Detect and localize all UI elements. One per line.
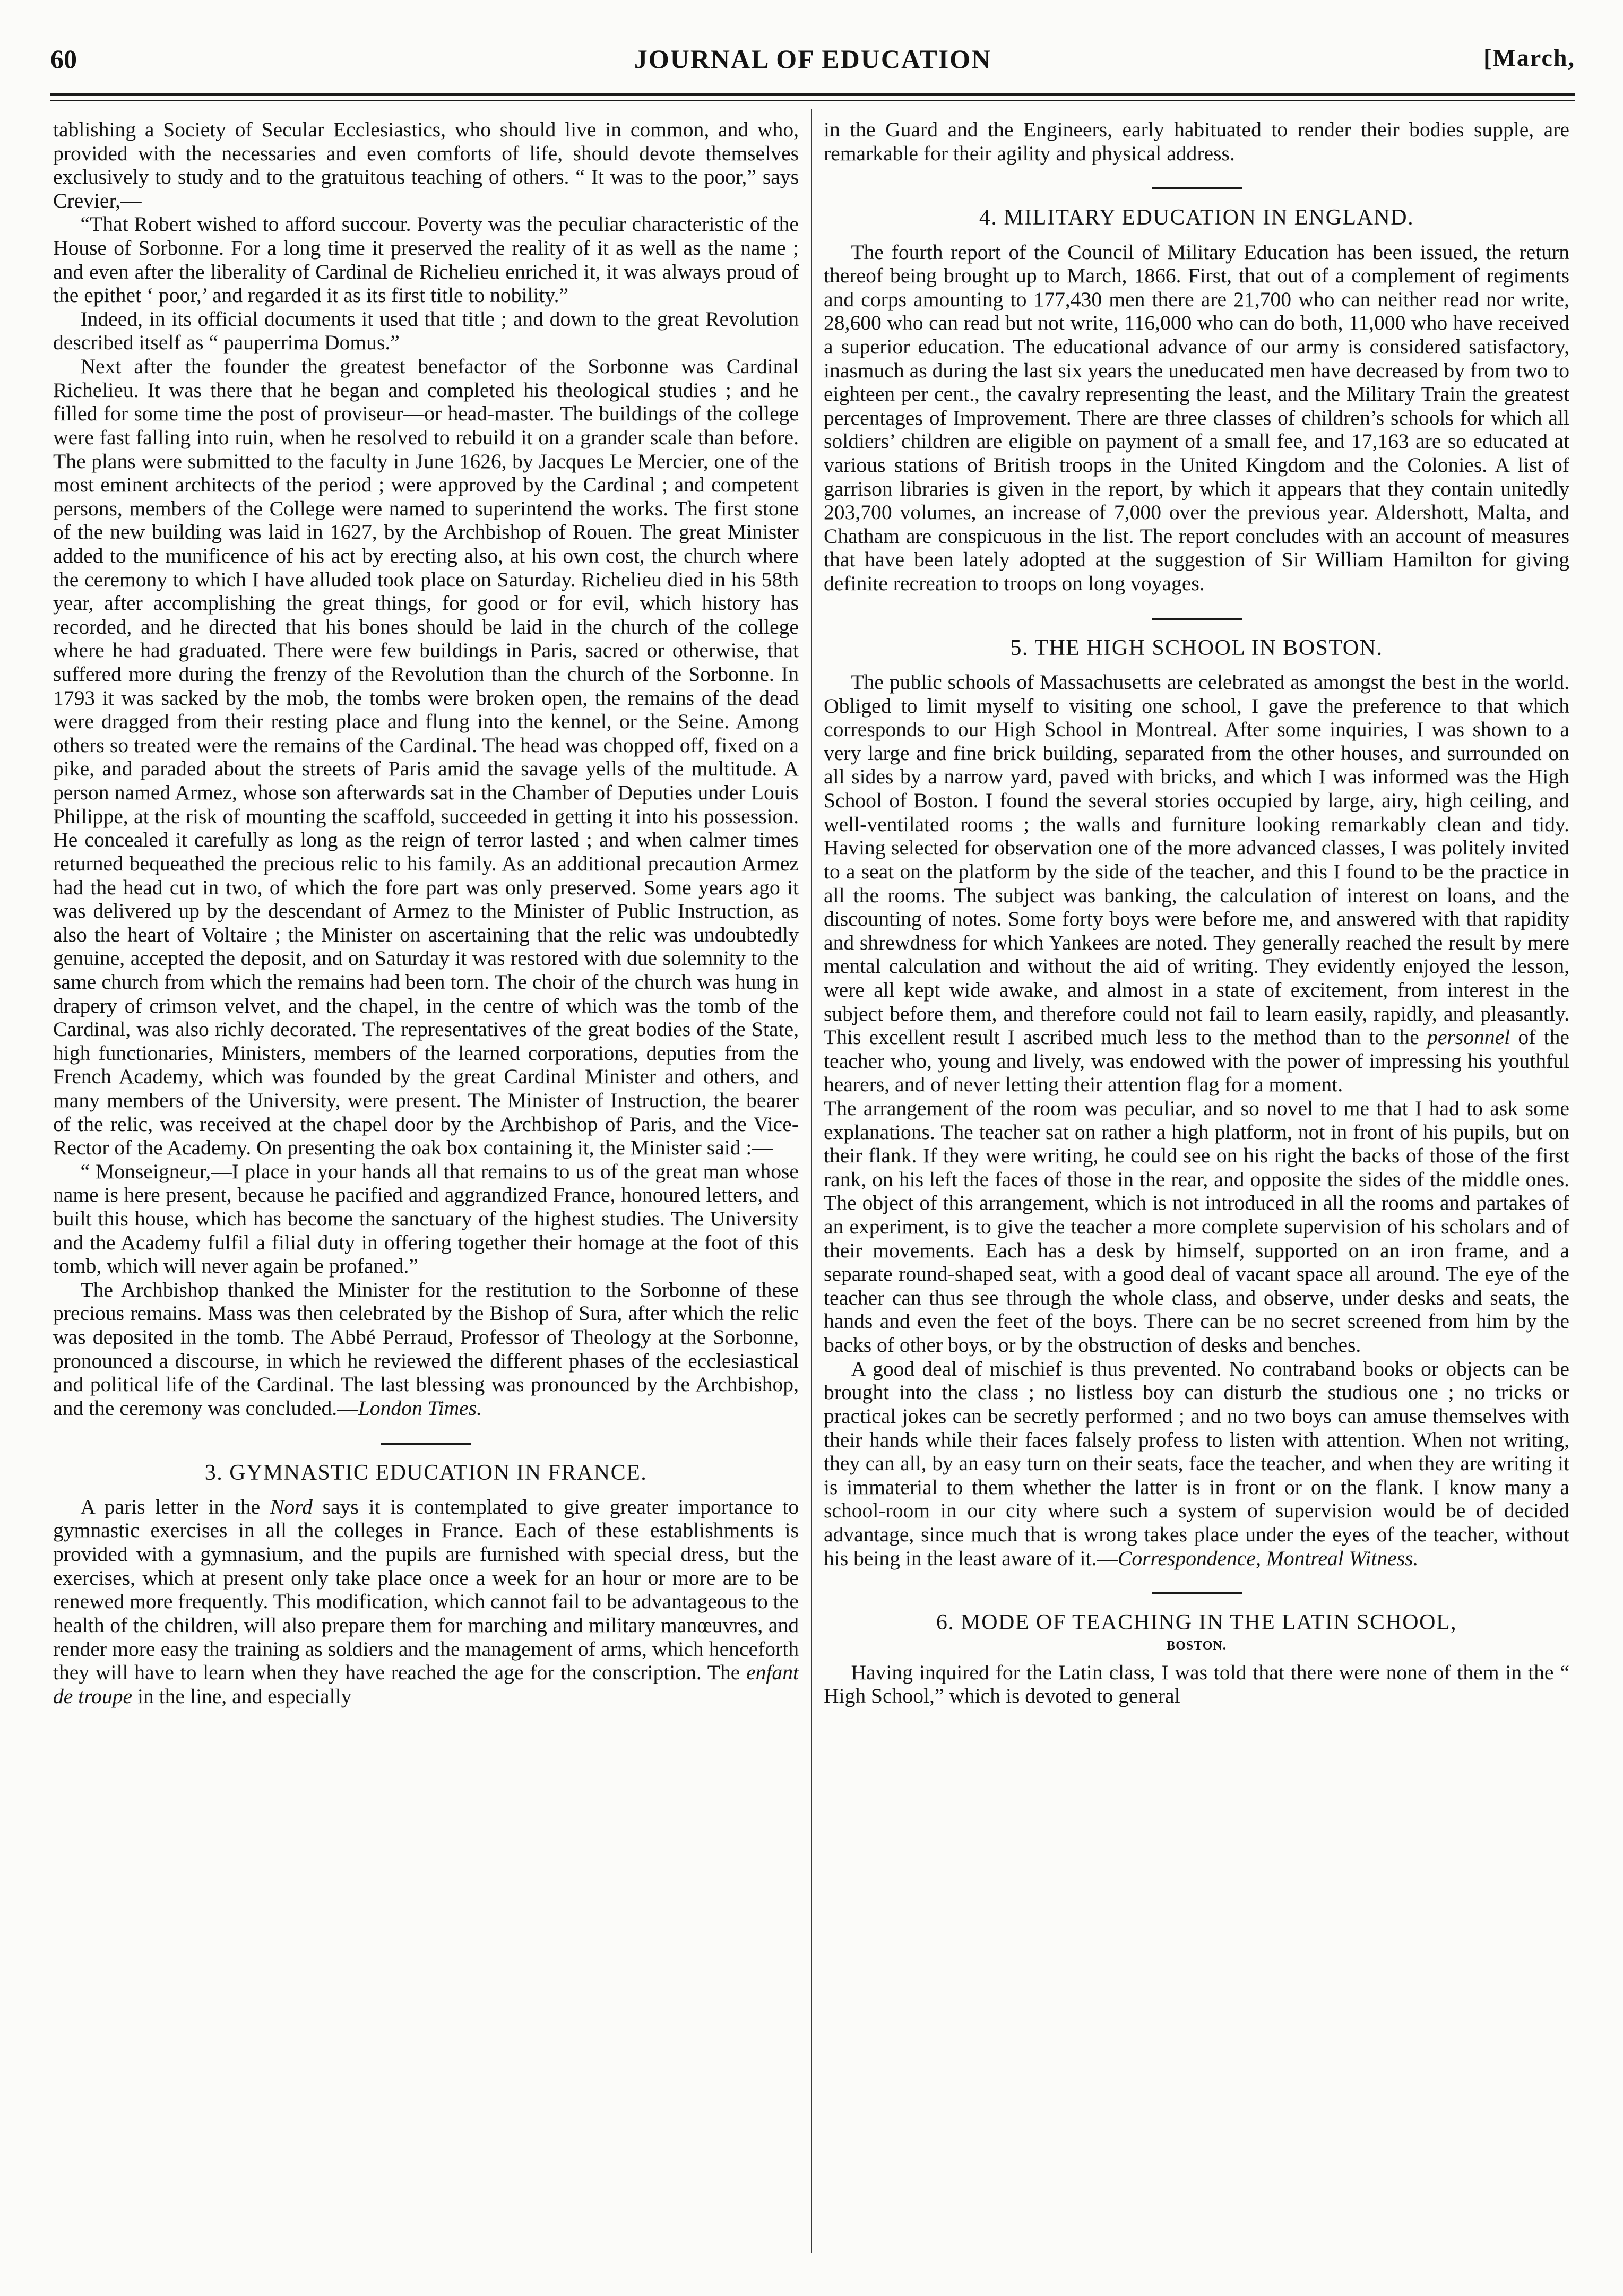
right-column <box>824 118 1569 1708</box>
header-rule-thick <box>50 93 1575 96</box>
latin-heading: 6. MODE OF TEACHING IN THE LATIN SCHOOL, <box>936 1610 1457 1635</box>
personnel-term: personnel <box>1427 1025 1510 1049</box>
section-rule <box>381 1443 471 1445</box>
page-number: 60 <box>50 44 77 74</box>
military-heading: 4. MILITARY EDUCATION IN ENGLAND. <box>979 205 1414 230</box>
sorbonne-paragraph: Indeed, in its official documents it used that title ; and down to the great Revolution described itself as “ pauperrima Domus.” <box>53 307 799 355</box>
column-divider <box>811 109 812 2253</box>
latin-paragraph: Having inquired for the Latin class, I was told that there were none of them in the “ High School,” which is devoted to general <box>824 1660 1569 1708</box>
highschool-text-3: A good deal of mischief is thus prevented. No contraband books or objects can be brought into the class ; no listless boy can disturb the studious one ; no tricks or practical jokes can be secretly performed ; and no two boys can amuse themselves with their hands while their faces falsely profess to listen with attention. When not writing, they can all, by an easy turn on their seats, face the teacher, and when they are writing it is immaterial to them whether the latter is in front or on the flank. I know many a school-room in our city where such a system of supervision would be of decided advantage, since much that is wrong takes place under the eyes of the teacher, without his being in the least aware of it.— <box>824 1357 1569 1570</box>
gymnastic-paragraph <box>53 1495 799 1708</box>
latin-subheading: BOSTON. <box>1167 1638 1227 1653</box>
header-rule-thin <box>50 100 1575 101</box>
section-rule <box>1152 187 1242 189</box>
military-paragraph: The fourth report of the Council of Military Education has been issued, the return thereof being brought up to March, 1866. First, that out of a complement of regiments and corps amounting to 177,430 men there are 21,700 who can neither read nor write, 28,600 who can read but not write, 116,000 who can do both, 11,000 who have received a superior education. The educational advance of our army is considered satisfactory, inasmuch as during the last six years the uneducated men have decreased by from two to eighteen per cent., the cavalry representing the least, and the Military Train the greatest percentages of Improvement. There are three classes of children’s schools for which all soldiers’ children are eligible on payment of a small fee, and 17,163 are so educated at various stations of British troops in the United Kingdom and the Colonies. A list of garrison libraries is given in the report, by which it appears that they contain unitedly 203,700 volumes, an increase of 7,000 over the previous year. Aldershott, Malta, and Chatham are conspicuous in the list. The report concludes with an account of measures that have been lately adopted at the suggestion of Sir William Hamilton for giving definite recreation to troops on long voyages. <box>824 240 1569 595</box>
sorbonne-final-paragraph <box>53 1278 799 1420</box>
left-column <box>53 118 799 1708</box>
journal-title: JOURNAL OF EDUCATION <box>634 44 992 74</box>
gymnastic-continued: in the Guard and the Engineers, early habituated to render their bodies supple, are remarkable for their agility and physical address. <box>824 118 1569 165</box>
header-month: [March, <box>1483 44 1575 71</box>
highschool-source: Correspondence, Montreal Witness. <box>1117 1546 1419 1570</box>
sorbonne-paragraph: “That Robert wished to afford succour. Poverty was the peculiar characteristic of the House of Sorbonne. For a long time it preserved the reality of it as well as the name ; and even after the liberality of Cardinal de Richelieu enriched it, it was always proud of the epithet ‘ poor,’ and regarded it as its first title to nobility.” <box>53 212 799 307</box>
section-rule <box>1152 1592 1242 1594</box>
highschool-paragraph <box>824 1357 1569 1570</box>
gymnastic-text-1: A paris letter in the <box>80 1495 270 1518</box>
sorbonne-paragraph: Next after the founder the greatest benefactor of the Sorbonne was Cardinal Richelieu. It was there that he began and completed his theological studies ; and he filled for some time the post of proviseur—or head-master. The buildings of the college were fast falling into ruin, when he resolved to rebuild it on a grander scale than before. The plans were submitted to the faculty in June 1626, by Jacques Le Mercier, one of the most eminent architects of the period ; were approved by the Cardinal ; and competent persons, members of the College were named to superintend the works. The first stone of the new building was laid in 1627, by the Archbishop of Rouen. The great Minister added to the munificence of his act by erecting also, at his own cost, the church where the ceremony to which I have alluded took place on Saturday. Richelieu died in his 58th year, after accomplishing the great things, for good or for evil, which history has recorded, and he directed that his bones should be laid in the church of the college where he had graduated. There were few buildings in Paris, sacred or otherwise, that suffered more during the frenzy of the Revolution than the church of the Sorbonne. In 1793 it was sacked by the mob, the tombs were broken open, the remains of the dead were dragged from their resting place and flung into the kennel, or the Seine. Among others so treated were the remains of the Cardinal. The head was chopped off, fixed on a pike, and paraded about the streets of Paris amid the savage yells of the multitude. A person named Armez, whose son afterwards sat in the Chamber of Deputies under Louis Philippe, at the risk of mounting the scaffold, succeeded in getting it into his possession. He concealed it carefully as long as the reign of terror lasted ; and when calmer times returned bequeathed the precious relic to his family. As an additional precaution Armez had the head cut in two, of which the fore part was only preserved. Some years ago it was delivered up by the descendant of Armez to the Minister of Public Instruction, as also the heart of Voltaire ; the Minister on ascertaining that the relic was undoubtedly genuine, accepted the deposit, and on Saturday it was restored with due solemnity to the same church from which the remains had been torn. The choir of the church was hung in drapery of crimson velvet, and the chapel, in the centre of which was the tomb of the Cardinal, was also richly decorated. The representatives of the great bodies of the State, high functionaries, Ministers, members of the learned corporations, deputies from the French Academy, which was founded by the great Cardinal Minister and others, and many members of the University, were present. The Minister of Instruction, the bearer of the relic, was received at the chapel door by the Archbishop of Paris, and the Vice-Rector of the Academy. On presenting the oak box containing it, the Minister said :— <box>53 355 799 1160</box>
sorbonne-source: London Times. <box>358 1396 482 1420</box>
enfant-de-troupe-term: enfant de troupe <box>53 1661 799 1708</box>
sorbonne-paragraph: tablishing a Society of Secular Ecclesiastics, who should live in common, and who, provided with the necessaries and even comforts of life, should devote themselves exclusively to study and to the gratuitous teaching of others. “ It was to the poor,” says Crevier,— <box>53 118 799 212</box>
sorbonne-final-text: The Archbishop thanked the Minister for the restitution to the Sorbonne of these precious remains. Mass was then celebrated by the Bishop of Sura, after which the relic was deposited in the tomb. The Abbé Perraud, Professor of Theology at the Sorbonne, pronounced a discourse, in which he reviewed the different phases of the ecclesiastical and political life of the Cardinal. The last blessing was pronounced by the Archbishop, and the ceremony was concluded.— <box>53 1278 799 1420</box>
section-rule <box>1152 618 1242 620</box>
sorbonne-paragraph: “ Monseigneur,—I place in your hands all that remains to us of the great man whose name is here present, because he pacified and aggrandized France, honoured letters, and built this house, which has become the sanctuary of the highest studies. The University and the Academy fulfil a filial duty in offering together their homage at the foot of this tomb, which will never again be profaned.” <box>53 1159 799 1278</box>
nord-newspaper-name: Nord <box>270 1495 313 1518</box>
gymnastic-heading: 3. GYMNASTIC EDUCATION IN FRANCE. <box>204 1460 648 1485</box>
highschool-heading: 5. THE HIGH SCHOOL IN BOSTON. <box>1010 635 1383 660</box>
highschool-paragraph <box>824 670 1569 1097</box>
highschool-text-1: The public schools of Massachusetts are celebrated as amongst the best in the world. Obliged to limit myself to visiting one school, I gave the preference to that which corresponds to our High School in Montreal. After some inquiries, I was shown to a very large and fine brick building, separated from the other houses, and surrounded on all sides by a narrow yard, paved with bricks, and which I was informed was the High School of Boston. I found the several stories occupied by large, airy, high ceiling, and well-ventilated rooms ; the walls and furniture looking remarkably clean and tidy. Having selected for observation one of the more advanced classes, I was politely invited to a seat on the platform by the side of the teacher, and this I found to be the practice in all the rooms. The subject was banking, the calculation of interest on loans, and the discounting of notes. Some forty boys were before me, and answered with that rapidity and shrewdness for which Yankees are noted. They generally reached the result by mere mental calculation and without the aid of writing. They evidently enjoyed the lesson, were all kept wide awake, and almost in a state of excitement, from interest in the subject before them, and therefore could not fail to learn easily, rapidly, and pleasantly. This excellent result I ascribed much less to the method than to the <box>824 670 1569 1049</box>
gymnastic-text-3: in the line, and especially <box>132 1684 352 1708</box>
gymnastic-text-2: says it is contemplated to give greater importance to gymnastic exercises in all the colleges in France. Each of these establishments is provided with a gymnasium, and the pupils are furnished with special dress, but the exercises, which at present only take place once a week for an hour or more are to be renewed more frequently. This modification, which cannot fail to be advantageous to the health of the children, will also prepare them for marching and military manœuvres, and render more easy the training as soldiers and the management of arms, which henceforth they will have to learn when they have reached the age for the conscription. The <box>53 1495 799 1685</box>
page-header <box>50 44 1575 81</box>
highschool-paragraph: The arrangement of the room was peculiar, and so novel to me that I had to ask some explanations. The teacher sat on rather a high platform, not in front of his pupils, but on their flank. If they were writing, he could see on his right the backs of those of the first rank, on his left the faces of those in the rear, and opposite the sides of the middle ones. The object of this arrangement, which is not introduced in all the rooms and partakes of an experiment, is to give the teacher a more complete supervision of his scholars and of their movements. Each has a desk by himself, supported on an iron frame, and a separate round-shaped seat, with a good deal of vacant space all around. The eye of the teacher can thus see through the whole class, and observe, under desks and seats, the hands and even the feet of the boys. There can be no secret screened from him by the backs of other boys, or by the obstruction of desks and benches. <box>824 1096 1569 1357</box>
highschool-text-2: of the teacher who, young and lively, was endowed with the power of impressing his youthful hearers, and of never letting their attention flag for a moment. <box>824 1025 1569 1097</box>
